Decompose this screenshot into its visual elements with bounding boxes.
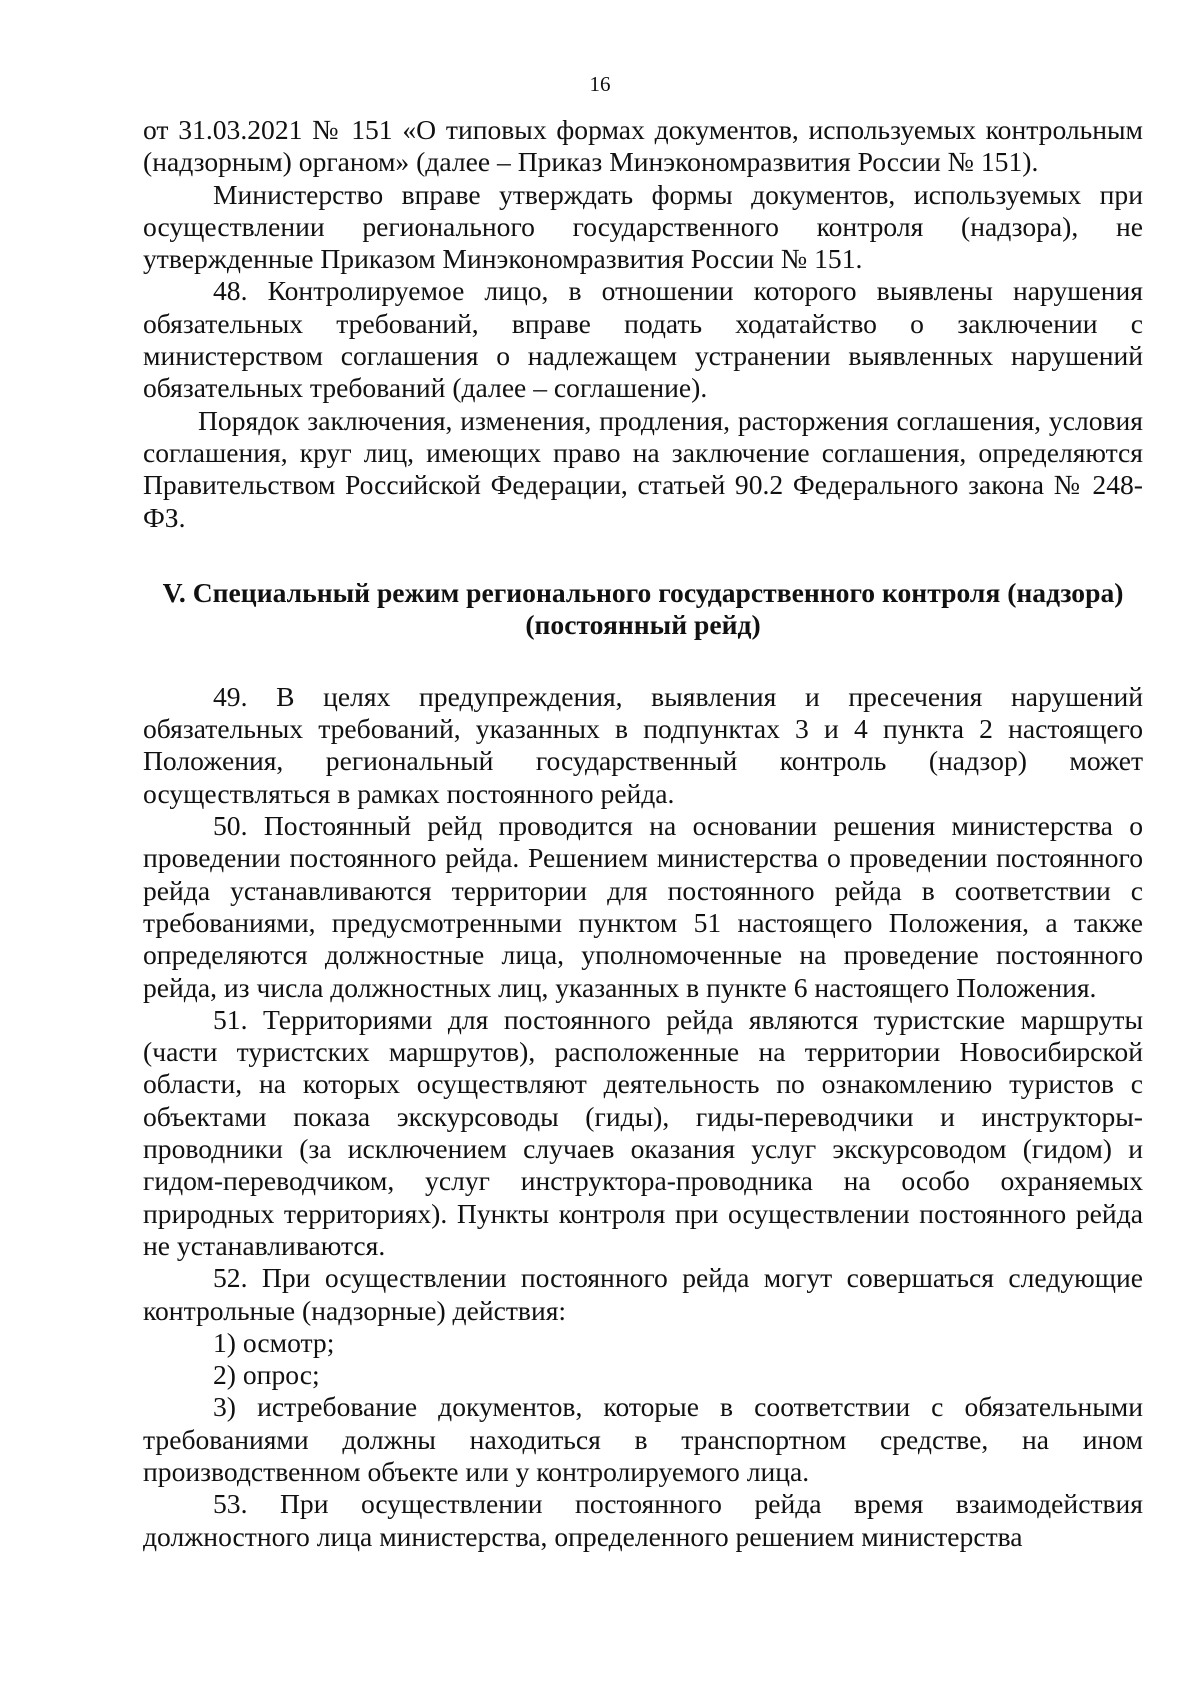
- paragraph-51: 51. Территориями для постоянного рейда являются туристские маршруты (части туристских маршрутов), расположенные на территории Новосибирской области, на которых осуществляют деятельность по ознакомлению туристов с объектами показа экскурсоводы (гиды), гиды-переводчики и инструкторы-проводники (за исключением случаев оказания услуг экскурсоводом (гидом) и гидом-переводчиком, услуг инструктора-проводника на особо охраняемых природных территориях). Пункты контроля при осуществлении постоянного рейда не устанавливаются.: [143, 1003, 1143, 1261]
- section-heading-line-2: (постоянный рейд): [525, 608, 761, 640]
- paragraph-52: 52. При осуществлении постоянного рейда могут совершаться следующие контрольные (надзорные) действия:: [143, 1262, 1143, 1326]
- page-number: 16: [589, 72, 611, 96]
- paragraph-50: 50. Постоянный рейд проводится на основании решения министерства о проведении постоянного рейда. Решением министерства о проведении постоянного рейда устанавливаются территории для постоянного рейда в соответствии с требованиями, предусмотренными пунктом 51 настоящего Положения, а также определяются должностные лица, уполномоченные на проведение постоянного рейда, из числа должностных лиц, указанных в пункте 6 настоящего Положения.: [143, 810, 1143, 1003]
- paragraph-ministry-forms: Министерство вправе утверждать формы документов, используемых при осуществлении регионального государственного контроля (надзора), не утвержденные Приказом Минэкономразвития России № 151.: [143, 178, 1143, 275]
- section-heading: [143, 577, 1143, 641]
- list-item-document-request: 3) истребование документов, которые в соответствии с обязательными требованиями должны находиться в транспортном средстве, на ином производственном объекте или у контролируемого лица.: [143, 1391, 1143, 1487]
- paragraph-agreement-procedure: Порядок заключения, изменения, продления, расторжения соглашения, условия соглашения, круг лиц, имеющих право на заключение соглашения, определяются Правительством Российской Федерации, статьей 90.2 Федерального закона № 248-ФЗ.: [143, 404, 1143, 533]
- section-heading-line-1: V. Специальный режим регионального государственного контроля (надзора): [162, 576, 1124, 608]
- paragraph-48: 48. Контролируемое лицо, в отношении которого выявлены нарушения обязательных требований, вправе подать ходатайство о заключении с министерством соглашения о надлежащем устранении выявленных нарушений обязательных требований (далее – соглашение).: [143, 275, 1143, 404]
- paragraph-49: 49. В целях предупреждения, выявления и пресечения нарушений обязательных требований, указанных в подпунктах 3 и 4 пункта 2 настоящего Положения, региональный государственный контроль (надзор) может осуществляться в рамках постоянного рейда.: [143, 680, 1143, 809]
- document-body: [143, 114, 1143, 1553]
- list-item-survey: 2) опрос;: [213, 1359, 320, 1391]
- list-item-inspection: 1) осмотр;: [213, 1326, 335, 1358]
- paragraph-continuation: от 31.03.2021 № 151 «О типовых формах документов, используемых контрольным (надзорным) органом» (далее – Приказ Минэкономразвития России № 151).: [143, 114, 1143, 178]
- paragraph-53: 53. При осуществлении постоянного рейда время взаимодействия должностного лица министерства, определенного решением министерства: [143, 1488, 1143, 1552]
